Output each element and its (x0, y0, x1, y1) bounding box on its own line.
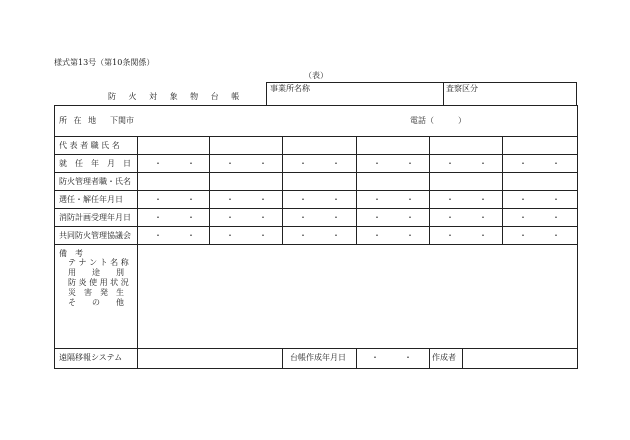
date-dot: ・ (226, 213, 234, 222)
date-dot: ・ (373, 159, 381, 168)
date-dot: ・ (552, 213, 560, 222)
date-dot: ・ (519, 213, 527, 222)
date-dot: ・ (479, 213, 487, 222)
date-dot: ・ (332, 195, 340, 204)
row-label-appointment-date: 就 任 年 月 日 (59, 159, 131, 168)
date-dot: ・ (373, 195, 381, 204)
date-dot: ・ (519, 159, 527, 168)
date-dot: ・ (154, 195, 162, 204)
date-dot: ・ (446, 231, 454, 240)
remarks-item-flameproof: 防 炎 使 用 状 況 (68, 278, 129, 287)
date-dot: ・ (187, 213, 195, 222)
date-dot: ・ (259, 195, 267, 204)
row-label-fire-plan-date: 消防計画受理年月日 (59, 213, 131, 222)
date-dot: ・ (373, 231, 381, 240)
date-dot: ・ (406, 231, 414, 240)
date-dot: ・ (187, 231, 195, 240)
date-dot: ・ (299, 195, 307, 204)
date-dot: ・ (479, 231, 487, 240)
remarks-item-disaster: 災 害 発 生 (68, 288, 124, 297)
form-number: 様式第13号（第10条関係） (54, 58, 155, 67)
date-dot: ・ (552, 159, 560, 168)
date-dot: ・ (373, 213, 381, 222)
creator-label: 作成者 (432, 353, 456, 362)
row-label-representative: 代 表 者 職 氏 名 (59, 141, 120, 150)
date-dot: ・ (259, 231, 267, 240)
remarks-item-tenant: テ ナ ン ト 名 称 (68, 258, 129, 267)
date-dot: ・ (446, 213, 454, 222)
date-dot: ・ (406, 195, 414, 204)
date-dot: ・ (332, 159, 340, 168)
date-dot: ・ (226, 159, 234, 168)
remarks-title: 備 考 (59, 249, 83, 258)
date-dot: ・ (299, 159, 307, 168)
date-dot: ・ (259, 159, 267, 168)
date-dot: ・ (406, 159, 414, 168)
date-dot: ・ (479, 195, 487, 204)
remote-alarm-label: 遠隔移報システム (59, 353, 123, 362)
remarks-item-usage: 用 途 別 (68, 268, 124, 277)
phone-label: 電話（ ） (410, 116, 466, 125)
inspection-label: 査察区分 (446, 84, 478, 93)
date-dot: ・ (187, 159, 195, 168)
date-dot: ・ (479, 159, 487, 168)
row-label-appoint-dismiss-date: 選任・解任年月日 (59, 195, 123, 204)
date-dot: ・ (259, 213, 267, 222)
date-dot: ・ (446, 195, 454, 204)
date-dot: ・ (406, 213, 414, 222)
date-dot: ・ (154, 231, 162, 240)
created-date-dot-1: ・ (371, 353, 379, 362)
register-title: 防 火 対 象 物 台 帳 (108, 92, 245, 101)
date-dot: ・ (187, 195, 195, 204)
side-indicator: （表） (304, 71, 328, 80)
date-dot: ・ (552, 195, 560, 204)
row-label-joint-council: 共同防火管理協議会 (59, 231, 131, 240)
date-dot: ・ (226, 231, 234, 240)
location-city: 下関市 (110, 116, 134, 125)
date-dot: ・ (332, 213, 340, 222)
remarks-item-other: そ の 他 (68, 298, 124, 307)
register-form (54, 105, 578, 369)
date-dot: ・ (446, 159, 454, 168)
date-dot: ・ (226, 195, 234, 204)
created-date-dot-2: ・ (404, 353, 412, 362)
date-dot: ・ (154, 213, 162, 222)
row-label-fire-manager: 防火管理者職・氏名 (59, 177, 131, 186)
date-dot: ・ (332, 231, 340, 240)
date-dot: ・ (299, 213, 307, 222)
date-dot: ・ (154, 159, 162, 168)
date-dot: ・ (299, 231, 307, 240)
date-dot: ・ (519, 231, 527, 240)
office-name-label: 事業所名称 (270, 84, 310, 93)
date-dot: ・ (552, 231, 560, 240)
register-created-date-label: 台帳作成年月日 (290, 353, 346, 362)
location-label: 所 在 地 (59, 116, 99, 125)
date-dot: ・ (519, 195, 527, 204)
